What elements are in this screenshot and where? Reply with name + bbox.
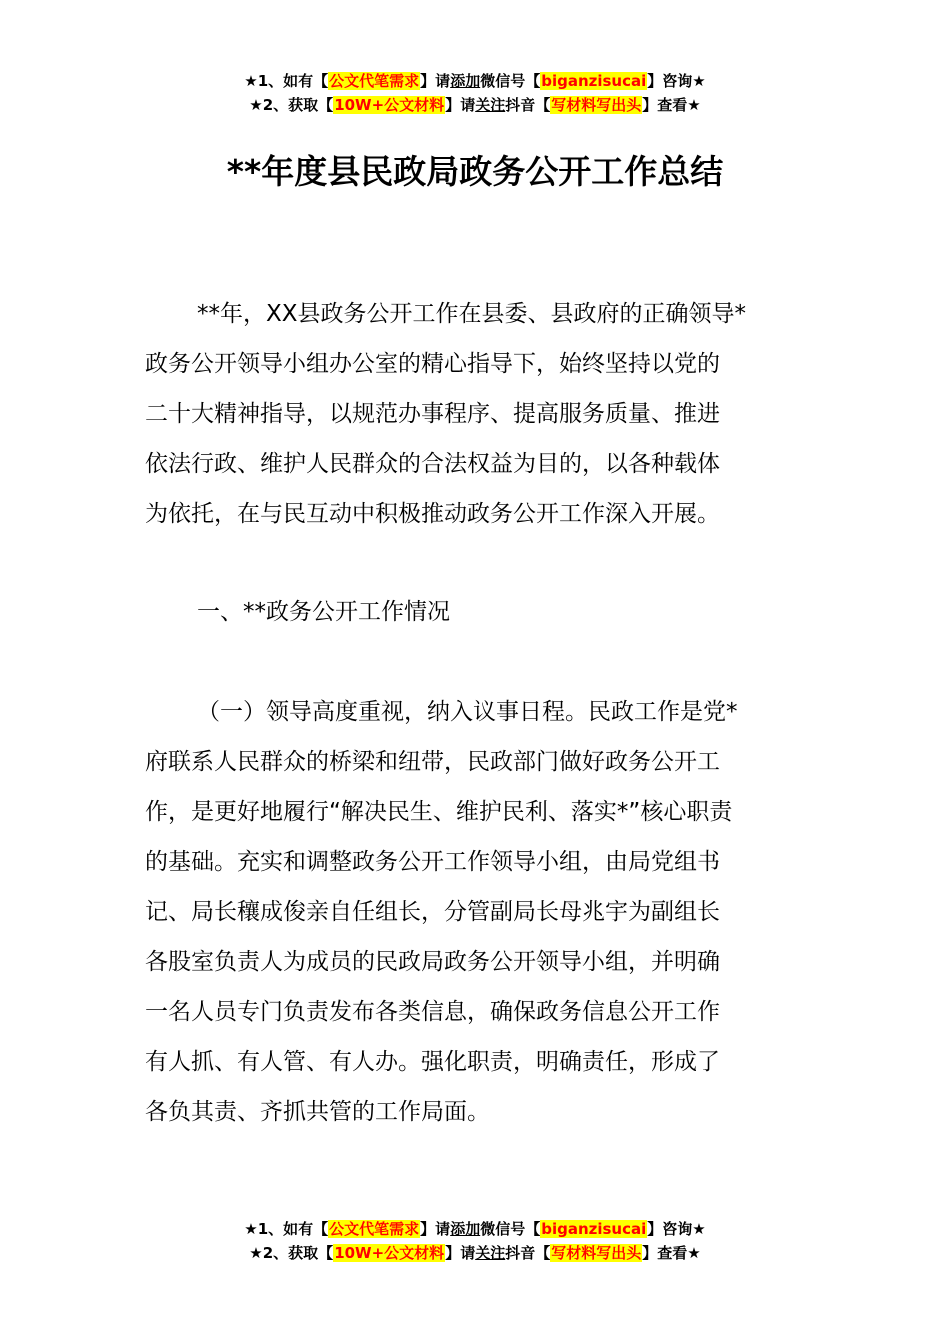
banner-highlight-materials: 10W+公文材料	[334, 96, 445, 114]
banner-text: ★1、如有【	[244, 72, 329, 90]
banner-highlight-douyin: 写材料写出头	[551, 1244, 642, 1262]
banner-text: 】请	[445, 1244, 476, 1262]
banner-line-1	[0, 69, 950, 93]
banner-highlight-wechat-id: biganzisucai	[541, 72, 647, 90]
banner-text: 】请	[420, 72, 451, 90]
paragraph-line: 依法行政、维护人民群众的合法权益为目的，以各种载体	[145, 451, 720, 477]
banner-text-underlined: 添加	[450, 72, 481, 90]
banner-highlight-service: 公文代笔需求	[329, 72, 420, 90]
banner-text: 】咨询★	[647, 72, 706, 90]
banner-line-2	[0, 93, 950, 117]
banner-text: 】咨询★	[647, 1220, 706, 1238]
section-heading-text: 一、**政务公开工作情况	[197, 599, 450, 625]
body-paragraph	[145, 687, 810, 1137]
banner-text-underlined: 关注	[475, 96, 506, 114]
paragraph-line: （一）领导高度重视，纳入议事日程。民政工作是党*	[197, 699, 738, 725]
paragraph-line: 二十大精神指导，以规范办事程序、提高服务质量、推进	[145, 401, 720, 427]
paragraph-line: 政务公开领导小组办公室的精心指导下，始终坚持以党的	[145, 351, 720, 377]
paragraph-line: **年，XX县政务公开工作在县委、县政府的正确领导*	[197, 301, 747, 327]
banner-line-2	[0, 1241, 950, 1265]
document-title: **年度县民政局政务公开工作总结	[226, 152, 724, 191]
banner-highlight-douyin: 写材料写出头	[551, 96, 642, 114]
footer-banner	[0, 1217, 950, 1265]
banner-highlight-wechat-id: biganzisucai	[541, 1220, 647, 1238]
paragraph-line: 各负其责、齐抓共管的工作局面。	[145, 1099, 490, 1125]
banner-text: 】查看★	[642, 96, 701, 114]
banner-line-1	[0, 1217, 950, 1241]
intro-paragraph	[145, 289, 810, 539]
paragraph-line: 府联系人民群众的桥梁和纽带，民政部门做好政务公开工	[145, 749, 720, 775]
paragraph-line: 有人抓、有人管、有人办。强化职责，明确责任，形成了	[145, 1049, 720, 1075]
paragraph-line: 记、局长穰成俊亲自任组长，分管副局长母兆宇为副组长	[145, 899, 720, 925]
banner-text: 抖音【	[505, 1244, 551, 1262]
banner-text: 】请	[445, 96, 476, 114]
banner-text: ★1、如有【	[244, 1220, 329, 1238]
paragraph-line: 为依托，在与民互动中积极推动政务公开工作深入开展。	[145, 501, 720, 527]
banner-text: 抖音【	[505, 96, 551, 114]
banner-highlight-materials: 10W+公文材料	[334, 1244, 445, 1262]
paragraph-line: 作，是更好地履行“解决民生、维护民利、落实*”核心职责	[145, 799, 733, 825]
paragraph-line: 各股室负责人为成员的民政局政务公开领导小组，并明确	[145, 949, 720, 975]
header-banner	[0, 69, 950, 117]
banner-text: 微信号【	[480, 1220, 541, 1238]
banner-text: ★2、获取【	[249, 96, 334, 114]
banner-text: 微信号【	[480, 72, 541, 90]
banner-text: 】查看★	[642, 1244, 701, 1262]
banner-text-underlined: 关注	[475, 1244, 506, 1262]
banner-text: 】请	[420, 1220, 451, 1238]
banner-text: ★2、获取【	[249, 1244, 334, 1262]
banner-highlight-service: 公文代笔需求	[329, 1220, 420, 1238]
banner-text-underlined: 添加	[450, 1220, 481, 1238]
section-heading	[145, 587, 810, 637]
paragraph-line: 一名人员专门负责发布各类信息，确保政务信息公开工作	[145, 999, 720, 1025]
paragraph-line: 的基础。充实和调整政务公开工作领导小组，由局党组书	[145, 849, 720, 875]
